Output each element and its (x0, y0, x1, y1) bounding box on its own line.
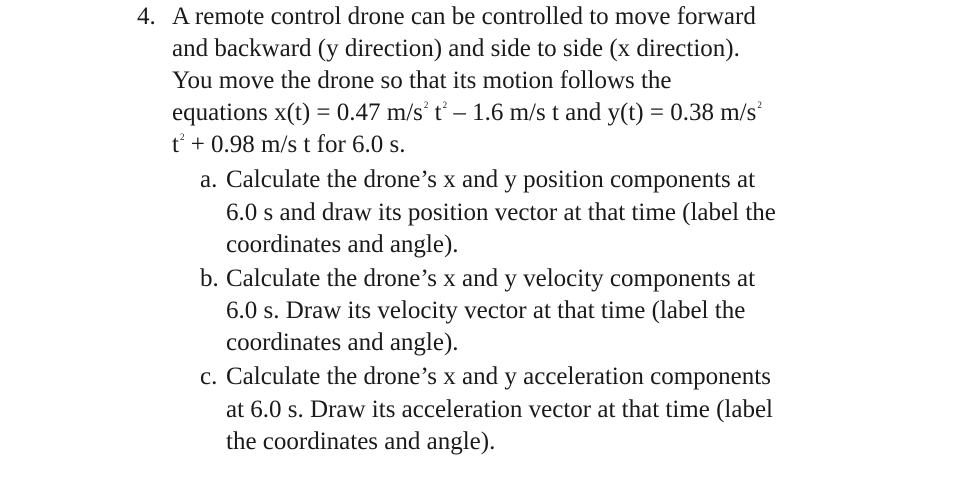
stem-line-4 (172, 96, 762, 129)
stem-line-3: You move the drone so that its motion follows the (172, 67, 672, 94)
part-b-label: b. (200, 265, 219, 292)
equation-t: t (428, 99, 442, 126)
part-a-line-1: Calculate the drone’s x and y position components at (226, 166, 756, 193)
part-a-line-2: 6.0 s and draw its position vector at that time (label the (226, 199, 776, 226)
part-a-label: a. (200, 166, 218, 193)
part-c-label: c. (200, 363, 218, 390)
equation-x-part: equations x(t) = 0.47 m/s (172, 99, 423, 126)
exponent-4: 2 (179, 132, 185, 142)
stem-line-2: and backward (y direction) and side to side (x direction). (172, 35, 740, 62)
exponent-3: 2 (757, 100, 762, 110)
stem-line-1: A remote control drone can be controlled to move forward (172, 3, 756, 30)
equation-t2: t (172, 131, 179, 158)
equation-y-part: – 1.6 m/s t and y(t) = 0.38 m/s (447, 99, 757, 126)
part-b-line-2: 6.0 s. Draw its velocity vector at that time (label the (226, 297, 746, 324)
problem-number: 4. (137, 3, 156, 30)
stem-line-5 (172, 128, 406, 161)
equation-y-tail: + 0.98 m/s t for 6.0 s. (184, 131, 406, 158)
part-b-line-1: Calculate the drone’s x and y velocity components at (226, 265, 756, 292)
part-c-line-2: at 6.0 s. Draw its acceleration vector at that time (label (226, 396, 773, 423)
part-a-line-3: coordinates and angle). (226, 231, 459, 258)
part-c-line-1: Calculate the drone’s x and y acceleration components (226, 363, 771, 390)
part-b-line-3: coordinates and angle). (226, 329, 459, 356)
exponent-1: 2 (423, 100, 429, 110)
exponent-2: 2 (442, 100, 448, 110)
part-c-line-3: the coordinates and angle). (226, 428, 496, 455)
